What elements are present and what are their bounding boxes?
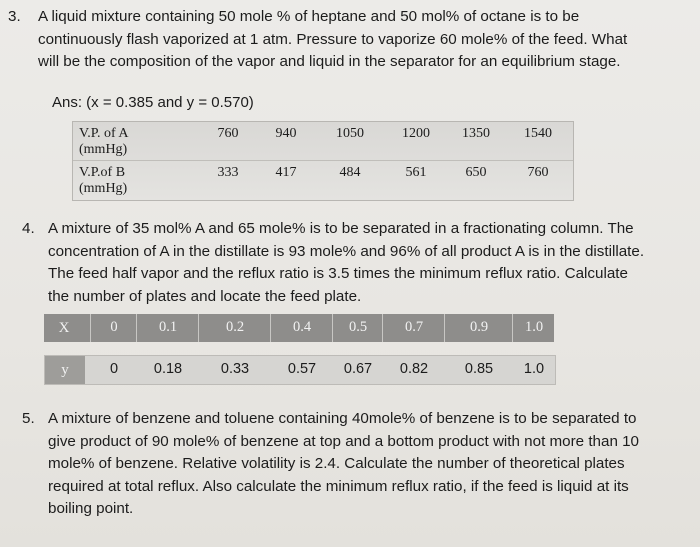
question-5-line: boiling point. — [48, 500, 134, 517]
xy-y-cell: 1.0 — [523, 361, 545, 377]
vp-row-b-label — [79, 165, 199, 197]
vp-b-cell: 760 — [527, 165, 549, 180]
vp-row-a-label-unit: (mmHg) — [79, 142, 128, 157]
vapor-pressure-table — [72, 121, 574, 201]
question-4-line: concentration of A in the distillate is 93 mole% and 96% of all product A is in the distillate. — [48, 242, 645, 260]
vp-row-a-label — [79, 126, 199, 158]
xy-row-x — [44, 314, 554, 342]
question-5-line: give product of 90 mole% of benzene at top and a bottom product with not more than 10 — [48, 432, 639, 450]
vp-b-cell: 650 — [465, 165, 487, 180]
vp-a-cell: 940 — [275, 126, 297, 141]
question-5-number: 5. — [22, 410, 35, 427]
question-5-line: required at total reflux. Also calculate the minimum reflux ratio, if the feed is liquid at its — [48, 477, 629, 495]
question-5-line: mole% of benzene. Relative volatility is 2.4. Calculate the number of theoretical plates — [48, 455, 625, 472]
vp-b-cell: 333 — [217, 165, 239, 180]
question-4-line: the number of plates and locate the feed plate. — [48, 287, 362, 305]
xy-y-cell: 0.85 — [464, 361, 494, 377]
xy-y-cell: 0 — [109, 361, 119, 377]
vp-row-b-label-unit: (mmHg) — [79, 181, 128, 196]
question-3-answer: Ans: (x = 0.385 and y = 0.570) — [52, 94, 254, 111]
xy-row-y — [44, 355, 556, 385]
question-5-line: A mixture of benzene and toluene containing 40mole% of benzene is to be separated to — [48, 410, 637, 427]
vp-b-cell: 484 — [339, 165, 361, 180]
xy-y-cell: 0.18 — [153, 361, 183, 377]
xy-x-cell: 0.4 — [270, 314, 333, 342]
xy-x-cell: 0.7 — [382, 314, 445, 342]
vp-a-cell: 1540 — [524, 126, 552, 141]
vp-b-cell: 417 — [275, 165, 297, 180]
vp-a-cell: 1350 — [462, 126, 490, 141]
vp-row-a-label-line: V.P. of A — [79, 126, 129, 141]
xy-x-cell: 0.1 — [136, 314, 199, 342]
xy-x-cell: 0.2 — [198, 314, 271, 342]
xy-x-cell: 1.0 — [512, 314, 555, 342]
vp-row-b-label-line: V.P.of B — [79, 165, 126, 180]
vp-a-cell: 760 — [217, 126, 239, 141]
vp-a-cell: 1200 — [402, 126, 430, 141]
vp-a-cell: 1050 — [336, 126, 364, 141]
xy-x-label: X — [58, 320, 70, 336]
vp-row-b — [73, 161, 573, 199]
question-3-line: continuously flash vaporized at 1 atm. Pressure to vaporize 60 mole% of the feed. What — [38, 30, 628, 48]
equilibrium-xy-table — [44, 314, 554, 384]
xy-y-cell: 0.33 — [220, 361, 250, 377]
xy-y-cell: 0.82 — [399, 361, 429, 377]
question-3-line: will be the composition of the vapor and liquid in the separator for an equilibrium stage. — [38, 53, 621, 70]
question-4-number: 4. — [22, 220, 35, 237]
xy-y-cell: 0.67 — [343, 361, 373, 377]
question-3-number: 3. — [8, 8, 21, 25]
question-3-line: A liquid mixture containing 50 mole % of heptane and 50 mol% of octane is to be — [38, 8, 580, 25]
question-4-line: A mixture of 35 mol% A and 65 mole% is to be separated in a fractionating column. The — [48, 220, 634, 237]
xy-x-cell: 0.9 — [444, 314, 513, 342]
question-4-body — [48, 218, 693, 308]
xy-y-cell: 0.57 — [287, 361, 317, 377]
xy-x-cell: 0.5 — [332, 314, 383, 342]
question-4-line: The feed half vapor and the reflux ratio is 3.5 times the minimum reflux ratio. Calculate — [48, 265, 628, 282]
xy-y-label: y — [45, 356, 85, 384]
question-3-body — [38, 6, 688, 74]
vp-row-a — [73, 122, 573, 161]
question-5-body — [48, 408, 693, 521]
xy-x-cell: 0 — [90, 314, 137, 342]
vp-b-cell: 561 — [405, 165, 427, 180]
